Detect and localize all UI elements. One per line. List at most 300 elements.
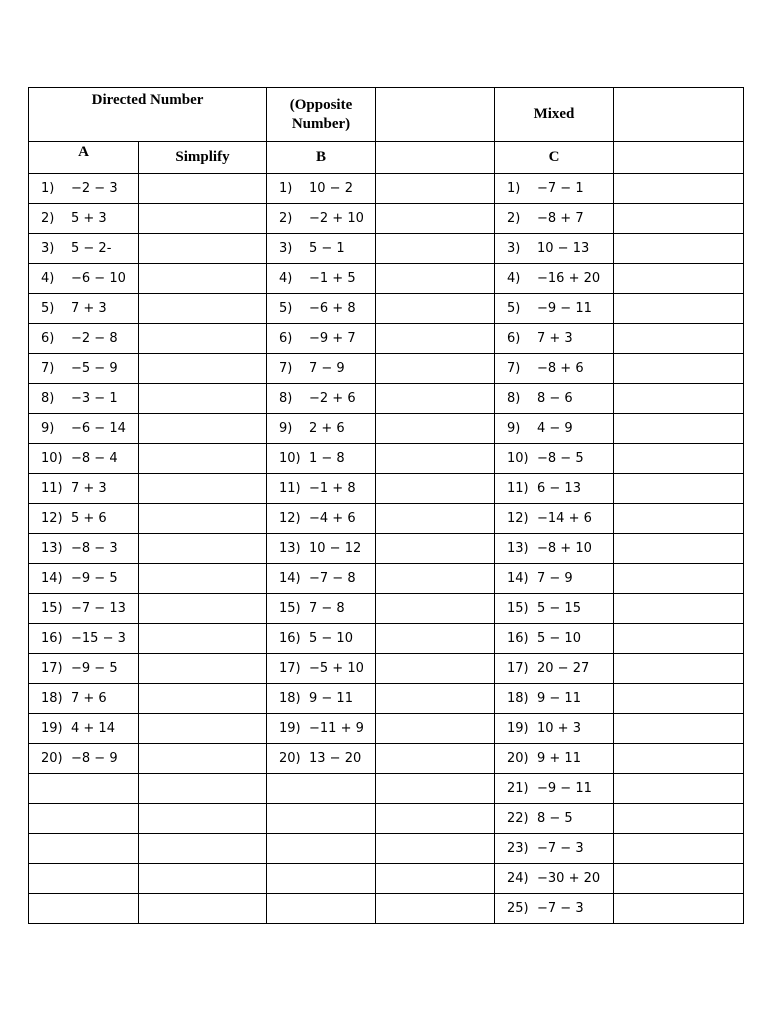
answer-cell (614, 384, 744, 414)
question-number: 8) (279, 391, 293, 406)
question-a-13 (29, 534, 139, 564)
question-expression: 10 − 2 (309, 181, 353, 196)
question-c-10 (495, 444, 614, 474)
question-expression: −8 + 10 (537, 541, 592, 556)
question-c-20 (495, 744, 614, 774)
answer-cell (139, 594, 267, 624)
question-row (29, 384, 744, 414)
question-number: 7) (507, 361, 521, 376)
question-expression: −2 + 6 (309, 391, 356, 406)
answer-cell (614, 864, 744, 894)
question-expression: −1 + 8 (309, 481, 356, 496)
answer-cell (614, 504, 744, 534)
answer-cell (376, 444, 495, 474)
answer-cell (139, 864, 267, 894)
answer-cell (376, 264, 495, 294)
answer-cell (614, 684, 744, 714)
question-b-12 (267, 504, 376, 534)
answer-cell (139, 234, 267, 264)
question-expression: 10 − 13 (537, 241, 590, 256)
question-number: 12) (507, 511, 529, 526)
question-expression: −4 + 6 (309, 511, 356, 526)
question-expression: −11 + 9 (309, 721, 364, 736)
answer-cell (139, 444, 267, 474)
question-a-3 (29, 234, 139, 264)
answer-cell (376, 174, 495, 204)
question-a-18 (29, 684, 139, 714)
question-row (29, 294, 744, 324)
question-number: 3) (507, 241, 521, 256)
question-expression: 6 − 13 (537, 481, 581, 496)
question-b-8 (267, 384, 376, 414)
question-expression: 1 − 8 (309, 451, 345, 466)
question-number: 6) (41, 331, 55, 346)
question-b-15 (267, 594, 376, 624)
answer-cell (614, 174, 744, 204)
question-number: 19) (41, 721, 63, 736)
question-b-7 (267, 354, 376, 384)
answer-cell (139, 894, 267, 924)
answer-cell (614, 474, 744, 504)
answer-cell (376, 474, 495, 504)
question-number: 20) (279, 751, 301, 766)
blank-cell (614, 142, 744, 174)
answer-cell (614, 294, 744, 324)
question-expression: −8 − 4 (71, 451, 118, 466)
question-row (29, 234, 744, 264)
question-row (29, 174, 744, 204)
question-row (29, 654, 744, 684)
answer-cell (376, 504, 495, 534)
question-b-14 (267, 564, 376, 594)
question-a-12 (29, 504, 139, 534)
answer-cell (614, 834, 744, 864)
question-row (29, 534, 744, 564)
answer-cell (614, 444, 744, 474)
answer-cell (614, 204, 744, 234)
question-number: 14) (507, 571, 529, 586)
question-expression: −9 − 5 (71, 571, 118, 586)
answer-cell (376, 654, 495, 684)
question-expression: −3 − 1 (71, 391, 118, 406)
question-number: 19) (279, 721, 301, 736)
question-number: 4) (279, 271, 293, 286)
question-expression: 5 − 1 (309, 241, 345, 256)
answer-cell (376, 744, 495, 774)
question-number: 25) (507, 901, 529, 916)
question-b-18 (267, 684, 376, 714)
question-c-1 (495, 174, 614, 204)
question-c-24 (495, 864, 614, 894)
question-expression: 2 + 6 (309, 421, 345, 436)
question-number: 17) (41, 661, 63, 676)
answer-cell (376, 414, 495, 444)
question-number: 1) (41, 181, 55, 196)
question-number: 2) (507, 211, 521, 226)
question-a-1 (29, 174, 139, 204)
question-c-15 (495, 594, 614, 624)
answer-cell (139, 744, 267, 774)
question-expression: 4 + 14 (71, 721, 115, 736)
answer-cell (376, 804, 495, 834)
question-expression: −8 − 9 (71, 751, 118, 766)
question-c-6 (495, 324, 614, 354)
question-row (29, 684, 744, 714)
question-expression: 10 − 12 (309, 541, 362, 556)
question-number: 10) (507, 451, 529, 466)
question-row (29, 414, 744, 444)
answer-cell (614, 564, 744, 594)
question-c-16 (495, 624, 614, 654)
answer-cell (376, 714, 495, 744)
question-expression: −7 − 3 (537, 841, 584, 856)
answer-cell (614, 894, 744, 924)
question-a-5 (29, 294, 139, 324)
question-number: 4) (41, 271, 55, 286)
question-expression: −15 − 3 (71, 631, 126, 646)
question-b-17 (267, 654, 376, 684)
question-number: 3) (41, 241, 55, 256)
question-b-11 (267, 474, 376, 504)
question-number: 5) (41, 301, 55, 316)
question-expression: 5 + 6 (71, 511, 107, 526)
question-expression: 10 + 3 (537, 721, 581, 736)
blank-cell (267, 774, 376, 804)
answer-cell (139, 174, 267, 204)
directed-number-heading: Directed Number (29, 88, 267, 142)
question-row (29, 594, 744, 624)
answer-cell (139, 264, 267, 294)
question-expression: −6 − 10 (71, 271, 126, 286)
question-a-15 (29, 594, 139, 624)
question-number: 2) (279, 211, 293, 226)
question-row (29, 804, 744, 834)
question-number: 16) (41, 631, 63, 646)
question-b-10 (267, 444, 376, 474)
question-row (29, 774, 744, 804)
question-expression: 9 − 11 (537, 691, 581, 706)
question-expression: −7 − 13 (71, 601, 126, 616)
answer-cell (139, 654, 267, 684)
col-a-heading: A (29, 142, 139, 174)
question-row (29, 474, 744, 504)
question-expression: 7 + 3 (71, 481, 107, 496)
answer-cell (376, 624, 495, 654)
question-c-12 (495, 504, 614, 534)
question-number: 3) (279, 241, 293, 256)
question-expression: −7 − 1 (537, 181, 584, 196)
blank-cell (267, 864, 376, 894)
answer-cell (614, 354, 744, 384)
answer-cell (614, 714, 744, 744)
question-expression: −16 + 20 (537, 271, 601, 286)
question-expression: 9 − 11 (309, 691, 353, 706)
blank-cell (267, 894, 376, 924)
question-a-20 (29, 744, 139, 774)
question-number: 7) (279, 361, 293, 376)
answer-cell (139, 414, 267, 444)
question-c-18 (495, 684, 614, 714)
question-number: 5) (507, 301, 521, 316)
question-number: 6) (279, 331, 293, 346)
blank-cell (376, 88, 495, 142)
question-expression: 9 + 11 (537, 751, 581, 766)
answer-cell (614, 534, 744, 564)
answer-cell (139, 294, 267, 324)
question-c-5 (495, 294, 614, 324)
question-row (29, 714, 744, 744)
answer-cell (376, 564, 495, 594)
question-b-4 (267, 264, 376, 294)
question-a-16 (29, 624, 139, 654)
col-c-heading: C (495, 142, 614, 174)
question-number: 18) (279, 691, 301, 706)
question-expression: 7 − 9 (537, 571, 573, 586)
question-c-8 (495, 384, 614, 414)
question-expression: 5 − 10 (309, 631, 353, 646)
column-header-row (29, 142, 744, 174)
question-number: 1) (279, 181, 293, 196)
question-expression: 7 + 3 (71, 301, 107, 316)
question-number: 24) (507, 871, 529, 886)
question-expression: 7 − 9 (309, 361, 345, 376)
question-row (29, 504, 744, 534)
question-expression: 7 − 8 (309, 601, 345, 616)
answer-cell (139, 714, 267, 744)
answer-cell (376, 894, 495, 924)
question-expression: −5 + 10 (309, 661, 364, 676)
question-c-21 (495, 774, 614, 804)
answer-cell (139, 534, 267, 564)
question-number: 8) (507, 391, 521, 406)
question-number: 19) (507, 721, 529, 736)
question-expression: −9 − 5 (71, 661, 118, 676)
question-b-16 (267, 624, 376, 654)
answer-cell (614, 804, 744, 834)
blank-cell (29, 834, 139, 864)
question-b-13 (267, 534, 376, 564)
question-row (29, 444, 744, 474)
question-number: 15) (41, 601, 63, 616)
question-a-8 (29, 384, 139, 414)
question-expression: −2 − 3 (71, 181, 118, 196)
question-expression: −6 + 8 (309, 301, 356, 316)
question-row (29, 834, 744, 864)
question-row (29, 264, 744, 294)
answer-cell (139, 804, 267, 834)
question-number: 22) (507, 811, 529, 826)
question-b-9 (267, 414, 376, 444)
answer-cell (614, 654, 744, 684)
question-number: 20) (507, 751, 529, 766)
question-row (29, 624, 744, 654)
question-number: 12) (279, 511, 301, 526)
question-b-3 (267, 234, 376, 264)
answer-cell (376, 324, 495, 354)
question-expression: −5 − 9 (71, 361, 118, 376)
question-c-9 (495, 414, 614, 444)
question-expression: −1 + 5 (309, 271, 356, 286)
blank-cell (267, 834, 376, 864)
simplify-heading: Simplify (139, 142, 267, 174)
question-expression: −9 − 11 (537, 301, 592, 316)
answer-cell (376, 834, 495, 864)
answer-cell (614, 264, 744, 294)
blank-cell (614, 88, 744, 142)
question-c-7 (495, 354, 614, 384)
answer-cell (139, 504, 267, 534)
answer-cell (614, 234, 744, 264)
answer-cell (376, 234, 495, 264)
answer-cell (376, 774, 495, 804)
question-expression: −9 + 7 (309, 331, 356, 346)
question-number: 9) (41, 421, 55, 436)
question-c-22 (495, 804, 614, 834)
question-number: 12) (41, 511, 63, 526)
opposite-number-heading: (Opposite Number) (267, 88, 376, 142)
blank-cell (29, 774, 139, 804)
answer-cell (139, 354, 267, 384)
question-expression: 7 + 6 (71, 691, 107, 706)
question-b-2 (267, 204, 376, 234)
question-number: 16) (507, 631, 529, 646)
blank-cell (29, 894, 139, 924)
answer-cell (376, 684, 495, 714)
question-number: 15) (279, 601, 301, 616)
answer-cell (376, 594, 495, 624)
question-row (29, 204, 744, 234)
answer-cell (614, 744, 744, 774)
col-b-heading: B (267, 142, 376, 174)
question-number: 18) (507, 691, 529, 706)
question-number: 11) (507, 481, 529, 496)
question-expression: −2 + 10 (309, 211, 364, 226)
answer-cell (139, 774, 267, 804)
question-a-6 (29, 324, 139, 354)
question-expression: 7 + 3 (537, 331, 573, 346)
answer-cell (139, 384, 267, 414)
question-c-11 (495, 474, 614, 504)
question-expression: 4 − 9 (537, 421, 573, 436)
question-expression: 5 − 2- (71, 241, 112, 256)
question-number: 2) (41, 211, 55, 226)
question-c-17 (495, 654, 614, 684)
question-number: 13) (279, 541, 301, 556)
question-number: 13) (41, 541, 63, 556)
answer-cell (376, 864, 495, 894)
answer-cell (139, 624, 267, 654)
question-number: 16) (279, 631, 301, 646)
question-number: 11) (41, 481, 63, 496)
answer-cell (614, 594, 744, 624)
question-b-20 (267, 744, 376, 774)
question-row (29, 864, 744, 894)
question-row (29, 894, 744, 924)
question-number: 17) (279, 661, 301, 676)
question-c-23 (495, 834, 614, 864)
answer-cell (139, 564, 267, 594)
question-expression: 20 − 27 (537, 661, 590, 676)
question-c-19 (495, 714, 614, 744)
question-a-4 (29, 264, 139, 294)
answer-cell (614, 624, 744, 654)
question-number: 10) (279, 451, 301, 466)
question-number: 13) (507, 541, 529, 556)
answer-cell (376, 354, 495, 384)
question-row (29, 564, 744, 594)
answer-cell (139, 324, 267, 354)
question-b-1 (267, 174, 376, 204)
question-row (29, 744, 744, 774)
question-a-14 (29, 564, 139, 594)
question-expression: 13 − 20 (309, 751, 362, 766)
question-number: 7) (41, 361, 55, 376)
question-expression: 5 − 10 (537, 631, 581, 646)
answer-cell (139, 834, 267, 864)
question-expression: 5 − 15 (537, 601, 581, 616)
question-c-2 (495, 204, 614, 234)
question-a-11 (29, 474, 139, 504)
title-row (29, 88, 744, 142)
question-c-3 (495, 234, 614, 264)
question-number: 14) (279, 571, 301, 586)
answer-cell (614, 324, 744, 354)
blank-cell (29, 864, 139, 894)
question-expression: −6 − 14 (71, 421, 126, 436)
answer-cell (614, 414, 744, 444)
question-expression: −9 − 11 (537, 781, 592, 796)
question-a-17 (29, 654, 139, 684)
question-a-9 (29, 414, 139, 444)
question-a-2 (29, 204, 139, 234)
question-expression: −8 − 3 (71, 541, 118, 556)
blank-cell (267, 804, 376, 834)
answer-cell (614, 774, 744, 804)
question-number: 10) (41, 451, 63, 466)
question-row (29, 324, 744, 354)
question-expression: −30 + 20 (537, 871, 601, 886)
question-number: 20) (41, 751, 63, 766)
question-number: 1) (507, 181, 521, 196)
question-c-14 (495, 564, 614, 594)
question-number: 9) (507, 421, 521, 436)
question-number: 8) (41, 391, 55, 406)
question-expression: −14 + 6 (537, 511, 592, 526)
question-number: 14) (41, 571, 63, 586)
question-c-4 (495, 264, 614, 294)
answer-cell (376, 294, 495, 324)
question-a-7 (29, 354, 139, 384)
blank-cell (376, 142, 495, 174)
question-c-13 (495, 534, 614, 564)
question-number: 21) (507, 781, 529, 796)
question-b-6 (267, 324, 376, 354)
answer-cell (139, 204, 267, 234)
mixed-heading: Mixed (495, 88, 614, 142)
answer-cell (376, 384, 495, 414)
question-number: 23) (507, 841, 529, 856)
question-expression: −8 + 7 (537, 211, 584, 226)
question-row (29, 354, 744, 384)
question-expression: −7 − 3 (537, 901, 584, 916)
answer-cell (139, 474, 267, 504)
question-expression: −2 − 8 (71, 331, 118, 346)
answer-cell (139, 684, 267, 714)
question-expression: 5 + 3 (71, 211, 107, 226)
question-b-19 (267, 714, 376, 744)
question-number: 5) (279, 301, 293, 316)
question-expression: 8 − 5 (537, 811, 573, 826)
